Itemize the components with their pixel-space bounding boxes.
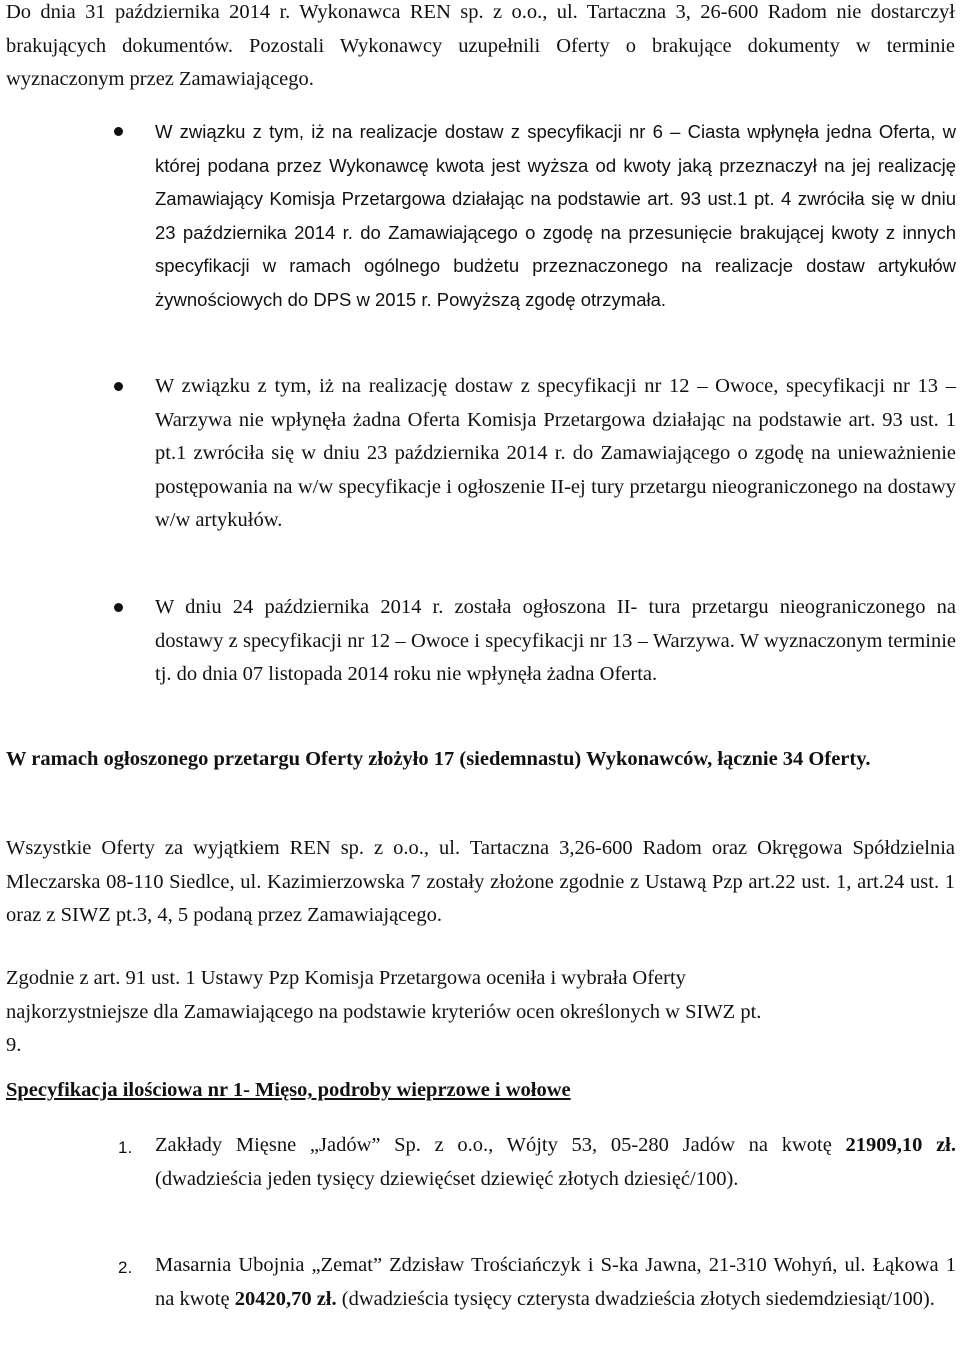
bullet-item-second-round: W dniu 24 października 2014 r. została ogłoszona II- tura przetargu nieograniczonego na dostawy z specyfikacji nr 12 – Owoce i specyfikacji nr 13 – Warzywa. W wyznaczonym terminie tj. do dnia 07 listopada 2014 roku nie wpłynęła żadna Oferta. (155, 596, 956, 685)
intro-paragraph: Do dnia 31 października 2014 r. Wykonawca REN sp. z o.o., ul. Tartaczna 3, 26-600 Radom nie dostarczył brakujących dokumentów. Pozostali Wykonawcy uzupełnili Oferty o brakujące dokumenty w terminie wyznaczonym przez Zamawiającego. (6, 1, 955, 90)
offer-bidder: Masarnia Ubojnia „Zemat” Zdzisław Trościańczyk i S-ka Jawna, 21-310 Wohyń, ul. Łąkowa 1 na kwotę (155, 1254, 956, 1310)
bullet-icon (114, 382, 123, 391)
bullet-item-ciasta: W związku z tym, iż na realizacje dostaw z specyfikacji nr 6 – Ciasta wpłynęła jedna Oferta, w której podana przez Wykonawcę kwota jest wyższa od kwoty jaką przeznaczył na jej realizację Zamawiający Komisja Przetargowa działając na podstawie art. 93 ust.1 pt. 4 zwróciła się w dniu 23 października 2014 r. do Zamawiającego o zgodę na przesunięcie brakującej kwoty z innych specyfikacji w ramach ogólnego budżetu przeznaczonego na realizacje dostaw artykułów żywnościowych do DPS w 2015 r. Powyższą zgodę otrzymała. (155, 121, 956, 310)
offer-item (155, 1249, 956, 1316)
offer-amount-words: (dwadzieścia jeden tysięcy dziewięćset dziewięć złotych dziesięć/100). (155, 1167, 739, 1190)
evaluation-paragraph (6, 962, 955, 1063)
spec-heading: Specyfikacja ilościowa nr 1- Mięso, podroby wieprzowe i wołowe (6, 1079, 571, 1101)
bullet-item-owoce-warzywa: W związku z tym, iż na realizację dostaw z specyfikacji nr 12 – Owoce, specyfikacji nr 13 – Warzywa nie wpłynęła żadna Oferta Komisja Przetargowa działając na podstawie art. 93 ust. 1 pt.1 zwróciła się w dniu 23 października 2014 r. do Zamawiającego o zgodę na unieważnienie postępowania na w/w specyfikacje i ogłoszenie II-ej tury przetargu nieograniczonego na dostawy w/w artykułów. (155, 375, 956, 531)
bullet-icon (114, 603, 123, 612)
offer-number: 2. (118, 1258, 133, 1277)
evaluation-line: Zgodnie z art. 91 ust. 1 Ustawy Pzp Komisja Przetargowa oceniła i wybrała Oferty (6, 967, 686, 989)
offer-amount: 20420,70 zł. (234, 1287, 337, 1310)
evaluation-line: najkorzystniejsze dla Zamawiającego na podstawie kryteriów ocen określonych w SIWZ pt. (6, 1000, 762, 1023)
compliance-paragraph: Wszystkie Oferty za wyjątkiem REN sp. z o.o., ul. Tartaczna 3,26-600 Radom oraz Okręgowa Spółdzielnia Mleczarska 08-110 Siedlce, ul. Kazimierzowska 7 zostały złożone zgodnie z Ustawą Pzp art.22 ust. 1, art.24 ust. 1 oraz z SIWZ pt.3, 4, 5 podaną przez Zamawiającego. (6, 837, 955, 926)
evaluation-line: 9. (6, 1034, 22, 1056)
offer-item (155, 1129, 956, 1196)
summary-paragraph: W ramach ogłoszonego przetargu Oferty złożyło 17 (siedemnastu) Wykonawców, łącznie 34 Oferty. (6, 748, 871, 770)
offer-bidder: Zakłady Mięsne „Jadów” Sp. z o.o., Wójty 53, 05-280 Jadów na kwotę (155, 1134, 846, 1156)
offer-number: 1. (118, 1138, 133, 1157)
bullet-icon (114, 127, 123, 136)
offer-amount-words: (dwadzieścia tysięcy czterysta dwadzieścia złotych siedemdziesiąt/100). (336, 1287, 935, 1310)
offer-amount: 21909,10 zł. (845, 1134, 956, 1156)
